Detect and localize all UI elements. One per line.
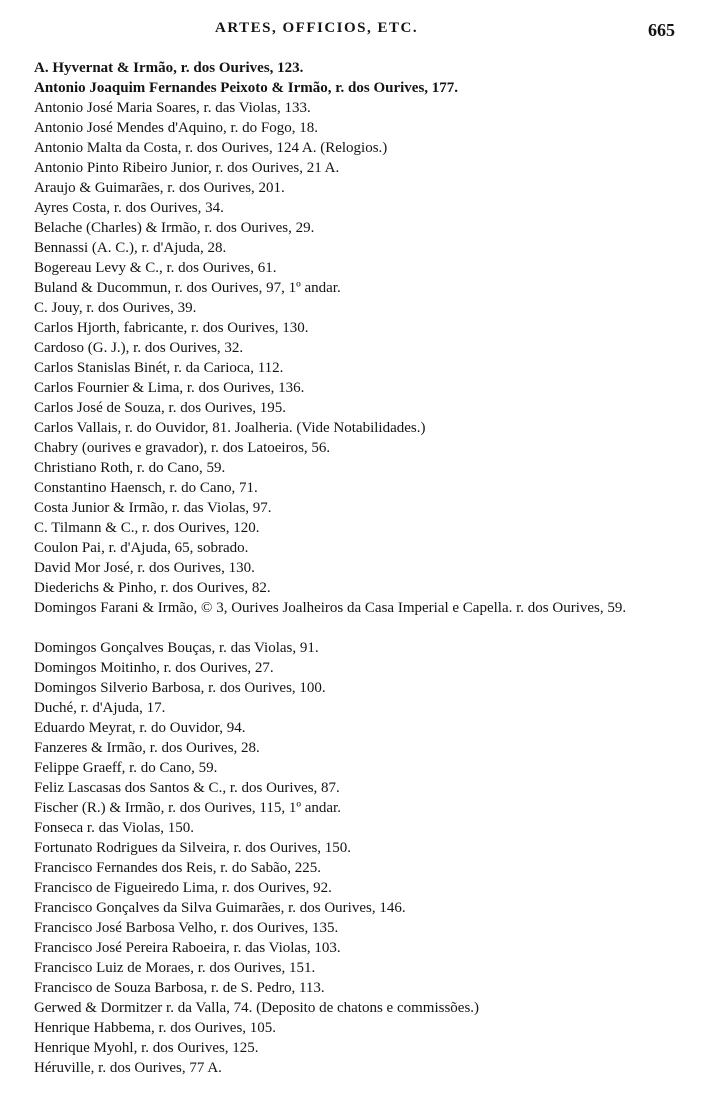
directory-entry: Christiano Roth, r. do Cano, 59. <box>34 460 226 476</box>
directory-entry: Francisco Gonçalves da Silva Guimarães, r. dos Ourives, 146. <box>34 900 406 916</box>
directory-entry: Felippe Graeff, r. do Cano, 59. <box>34 760 218 776</box>
directory-entry: Francisco de Souza Barbosa, r. de S. Pedro, 113. <box>34 980 325 996</box>
directory-entry: Bennassi (A. C.), r. d'Ajuda, 28. <box>34 240 227 256</box>
directory-entry: Carlos Hjorth, fabricante, r. dos Ourives, 130. <box>34 320 309 336</box>
directory-entry: Chabry (ourives e gravador), r. dos Latoeiros, 56. <box>34 440 331 456</box>
directory-entry: David Mor José, r. dos Ourives, 130. <box>34 560 255 576</box>
directory-entry: Carlos José de Souza, r. dos Ourives, 195. <box>34 400 287 416</box>
directory-entry: Henrique Habbema, r. dos Ourives, 105. <box>34 1020 277 1036</box>
page-number: 665 <box>648 20 675 40</box>
directory-entry: Antonio José Maria Soares, r. das Violas, 133. <box>34 100 311 116</box>
directory-entry-list <box>34 58 684 1078</box>
directory-entry: Araujo & Guimarães, r. dos Ourives, 201. <box>34 180 285 196</box>
directory-entry: Constantino Haensch, r. do Cano, 71. <box>34 480 258 496</box>
directory-entry: Fanzeres & Irmão, r. dos Ourives, 28. <box>34 740 260 756</box>
directory-entry: C. Jouy, r. dos Ourives, 39. <box>34 300 197 316</box>
directory-entry: Fortunato Rodrigues da Silveira, r. dos Ourives, 150. <box>34 840 352 856</box>
directory-entry: Antonio Joaquim Fernandes Peixoto & Irmão, r. dos Ourives, 177. <box>34 80 459 96</box>
directory-entry: Gerwed & Dormitzer r. da Valla, 74. (Deposito de chatons e commissões.) <box>34 1000 480 1016</box>
directory-entry: Diederichs & Pinho, r. dos Ourives, 82. <box>34 580 271 596</box>
directory-entry: Antonio Malta da Costa, r. dos Ourives, 124 A. (Relogios.) <box>34 140 388 156</box>
running-head: ARTES, OFFICIOS, ETC. <box>215 20 419 36</box>
directory-entry: Domingos Moitinho, r. dos Ourives, 27. <box>34 660 274 676</box>
directory-entry: Fischer (R.) & Irmão, r. dos Ourives, 115, 1º andar. <box>34 800 341 816</box>
directory-entry: A. Hyvernat & Irmão, r. dos Ourives, 123. <box>34 60 304 76</box>
directory-entry: Carlos Stanislas Binét, r. da Carioca, 112. <box>34 360 284 376</box>
directory-entry: C. Tilmann & C., r. dos Ourives, 120. <box>34 520 260 536</box>
directory-entry: Francisco José Barbosa Velho, r. dos Ourives, 135. <box>34 920 339 936</box>
directory-entry: Ayres Costa, r. dos Ourives, 34. <box>34 200 224 216</box>
directory-entry: Antonio Pinto Ribeiro Junior, r. dos Ourives, 21 A. <box>34 160 340 176</box>
directory-entry: Buland & Ducommun, r. dos Ourives, 97, 1º andar. <box>34 280 341 296</box>
directory-entry: Coulon Pai, r. d'Ajuda, 65, sobrado. <box>34 540 249 556</box>
directory-entry: Henrique Myohl, r. dos Ourives, 125. <box>34 1040 259 1056</box>
directory-entry: Francisco Luiz de Moraes, r. dos Ourives, 151. <box>34 960 316 976</box>
directory-entry: Domingos Farani & Irmão, © 3, Ourives Joalheiros da Casa Imperial e Capella. r. dos Ourives, 59. <box>34 600 627 616</box>
directory-entry: Carlos Fournier & Lima, r. dos Ourives, 136. <box>34 380 305 396</box>
directory-entry: Bogereau Levy & C., r. dos Ourives, 61. <box>34 260 277 276</box>
directory-entry: Cardoso (G. J.), r. dos Ourives, 32. <box>34 340 244 356</box>
directory-entry: Duché, r. d'Ajuda, 17. <box>34 700 166 716</box>
directory-entry: Eduardo Meyrat, r. do Ouvidor, 94. <box>34 720 246 736</box>
directory-entry: Héruville, r. dos Ourives, 77 A. <box>34 1060 222 1076</box>
directory-entry: Francisco Fernandes dos Reis, r. do Sabão, 225. <box>34 860 322 876</box>
directory-entry: Carlos Vallais, r. do Ouvidor, 81. Joalheria. (Vide Notabilidades.) <box>34 420 426 436</box>
directory-entry: Domingos Gonçalves Bouças, r. das Violas, 91. <box>34 640 319 656</box>
directory-entry: Feliz Lascasas dos Santos & C., r. dos Ourives, 87. <box>34 780 340 796</box>
directory-entry: Antonio José Mendes d'Aquino, r. do Fogo, 18. <box>34 120 318 136</box>
directory-entry: Fonseca r. das Violas, 150. <box>34 820 195 836</box>
directory-entry: Costa Junior & Irmão, r. das Violas, 97. <box>34 500 272 516</box>
directory-entry: Francisco de Figueiredo Lima, r. dos Ourives, 92. <box>34 880 332 896</box>
directory-entry: Francisco José Pereira Raboeira, r. das Violas, 103. <box>34 940 341 956</box>
directory-entry: Domingos Silverio Barbosa, r. dos Ourives, 100. <box>34 680 326 696</box>
directory-entry: Belache (Charles) & Irmão, r. dos Ourives, 29. <box>34 220 315 236</box>
